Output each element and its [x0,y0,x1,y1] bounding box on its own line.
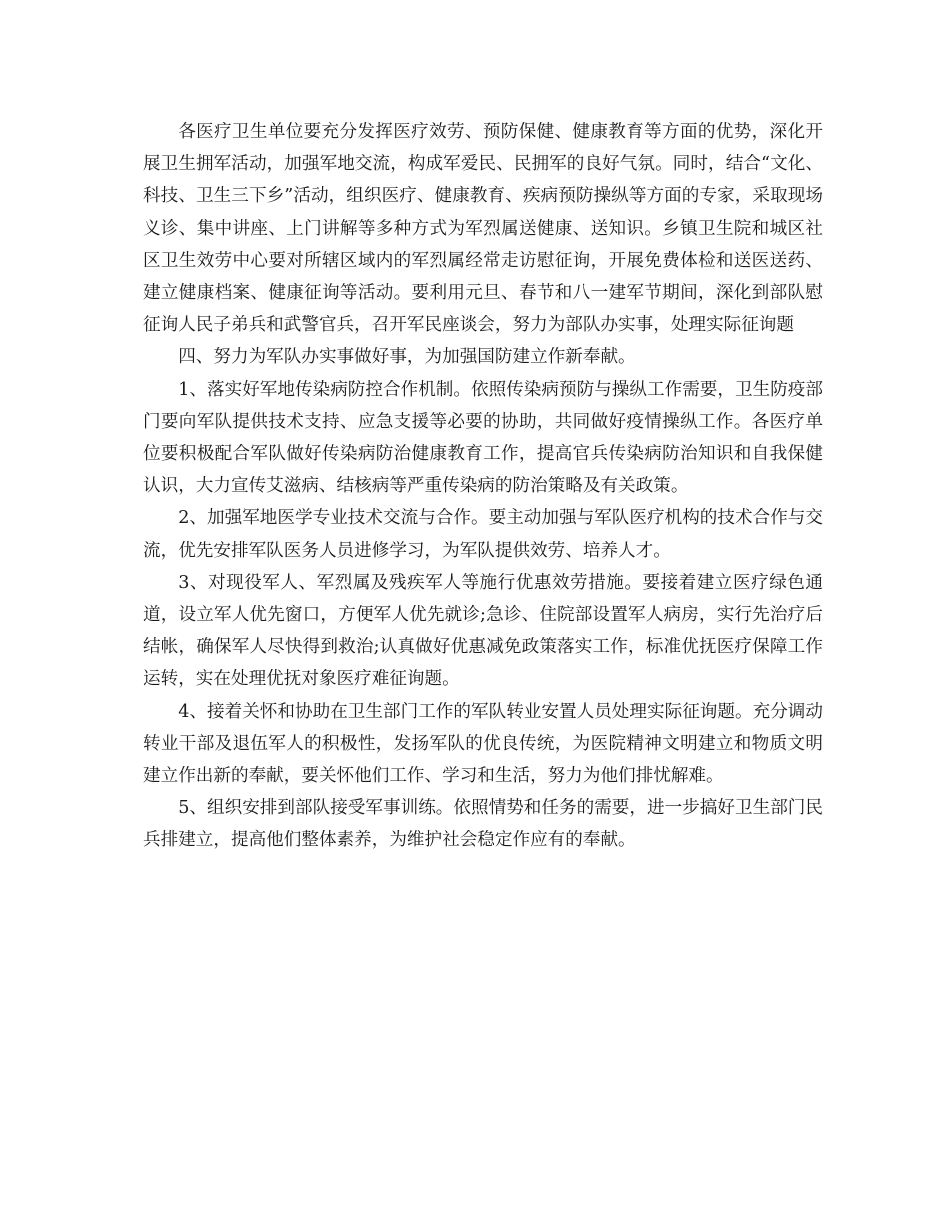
paragraph-support-activities: 各医疗卫生单位要充分发挥医疗效劳、预防保健、健康教育等方面的优势，深化开展卫生拥军活动，加强军地交流，构成军爱民、民拥军的良好气氛。同时，结合“文化、科技、卫生三下乡”活动，组织医疗、健康教育、疾病预防操纵等方面的专家，采取现场义诊、集中讲座、上门讲解等多种方式为军烈属送健康、送知识。乡镇卫生院和城区社区卫生效劳中心要对所辖区域内的军烈属经常走访慰征询，开展免费体检和送医送药、建立健康档案、健康征询等活动。要利用元旦、春节和八一建军节期间，深化到部队慰征询人民子弟兵和武警官兵，召开军民座谈会，努力为部队办实事，处理实际征询题 [143,122,823,336]
paragraph-item-4: 4、接着关怀和协助在卫生部门工作的军队转业安置人员处理实际征询题。充分调动转业干部及退伍军人的积极性，发扬军队的优良传统，为医院精神文明建立和物质文明建立作出新的奉献，要关怀他们工作、学习和生活，努力为他们排忧解难。 [143,701,823,787]
paragraph-item-2: 2、加强军地医学专业技术交流与合作。要主动加强与军队医疗机构的技术合作与交流，优先安排军队医务人员进修学习，为军队提供效劳、培养人才。 [143,508,823,561]
paragraph-item-3: 3、对现役军人、军烈属及残疾军人等施行优惠效劳措施。要接着建立医疗绿色通道，设立军人优先窗口，方便军人优先就诊;急诊、住院部设置军人病房，实行先治疗后结帐，确保军人尽快得到救治;认真做好优惠减免政策落实工作，标准优抚医疗保障工作运转，实在处理优抚对象医疗难征询题。 [143,572,823,690]
paragraph-item-1: 1、落实好军地传染病防控合作机制。依照传染病预防与操纵工作需要，卫生防疫部门要向军队提供技术支持、应急支援等必要的协助，共同做好疫情操纵工作。各医疗单位要积极配合军队做好传染病防治健康教育工作，提高官兵传染病防治知识和自我保健认识，大力宣传艾滋病、结核病等严重传染病的防治策略及有关政策。 [143,379,823,497]
paragraph-item-5: 5、组织安排到部队接受军事训练。依照情势和任务的需要，进一步搞好卫生部门民兵排建立，提高他们整体素养，为维护社会稳定作应有的奉献。 [143,798,823,851]
section-heading-four: 四、努力为军队办实事做好事，为加强国防建立作新奉献。 [178,347,636,368]
document-body [143,116,823,857]
